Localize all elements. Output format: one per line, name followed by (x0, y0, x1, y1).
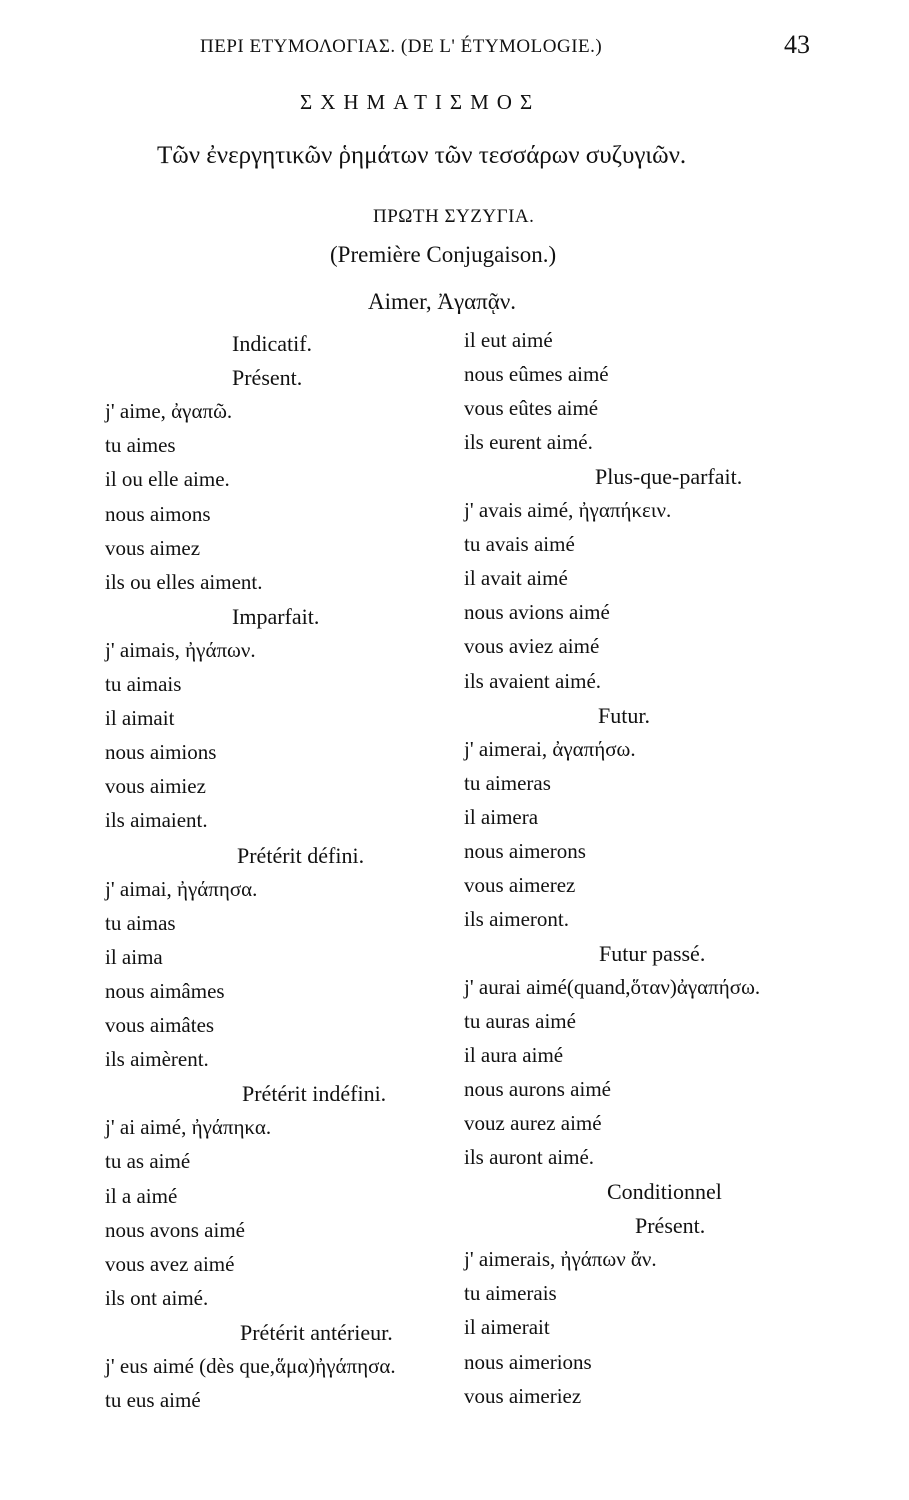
left-line: tu aimais (105, 672, 182, 696)
right-heading: Présent. (635, 1213, 706, 1239)
right-line: ils eurent aimé. (464, 430, 593, 455)
right-line: nous aurons aimé (464, 1077, 611, 1102)
right-line: tu auras aimé (464, 1009, 576, 1033)
left-line: il ou elle aime. (105, 467, 230, 492)
left-heading: Prétérit indéfini. (242, 1081, 387, 1107)
left-line: vous aimâtes (105, 1013, 215, 1037)
left-line: tu aimas (105, 910, 176, 935)
right-line: j' aimerai, ἀγαπήσω. (464, 736, 636, 761)
left-line: il aimait (105, 706, 175, 731)
page-number: 43 (784, 30, 810, 59)
left-heading: Indicatif. (232, 331, 313, 356)
section-title: ΣΧΗΜΑΤΙΣΜΟΣ (300, 90, 541, 114)
left-line: ils aimèrent. (105, 1047, 209, 1072)
right-line: j' aurai aimé(quand,ὅταν)ἀγαπήσω. (464, 974, 761, 999)
left-line: j' eus aimé (dès que,ἅμα)ἠγάπησα. (105, 1354, 396, 1378)
left-line: j' aime, ἀγαπῶ. (105, 399, 233, 424)
right-line: il aimera (464, 804, 539, 829)
right-line: tu avais aimé (464, 532, 575, 557)
left-line: j' ai aimé, ἠγάπηκα. (105, 1115, 272, 1140)
right-line: il aimerait (464, 1315, 550, 1340)
right-line: vous aimeriez (464, 1383, 582, 1408)
right-heading: Futur. (598, 702, 650, 728)
left-line: tu as aimé (105, 1149, 191, 1174)
left-heading: Prétérit antérieur. (240, 1319, 393, 1345)
right-line: nous eûmes aimé (464, 362, 609, 387)
left-heading: Imparfait. (232, 603, 320, 629)
right-line: vous aviez aimé (464, 634, 600, 659)
left-line: il aima (105, 944, 163, 969)
right-line: vous eûtes aimé (464, 396, 599, 421)
right-line: nous aimerons (464, 838, 586, 863)
left-line: tu aimes (105, 433, 176, 458)
conjugation-subtitle: (Première Conjugaison.) (330, 242, 557, 267)
left-line: nous avons aimé (105, 1217, 245, 1242)
left-line: vous aimiez (105, 774, 206, 799)
right-line: nous avions aimé (464, 600, 610, 625)
right-line: tu aimeras (464, 770, 551, 795)
left-line: j' aimai, ἠγάπησα. (105, 876, 258, 901)
right-line: ils aimeront. (464, 906, 569, 931)
right-line: ils auront aimé. (464, 1145, 595, 1170)
section-subtitle: Τῶν ἐνεργητικῶν ῥημάτων τῶν τεσσάρων συζυγιῶν. (157, 142, 687, 169)
left-line: ils aimaient. (105, 808, 208, 833)
left-line: j' aimais, ἠγάπων. (105, 637, 256, 662)
right-line: tu aimerais (464, 1281, 557, 1306)
left-heading: Présent. (232, 365, 303, 391)
running-head: ΠΕΡΙ ΕΤΥΜΟΛΟΓΙΑΣ. (DE L' ÉTYMOLOGIE.) (200, 36, 603, 57)
right-line: vouz aurez aimé (464, 1111, 602, 1136)
left-line: ils ou elles aiment. (105, 569, 263, 594)
left-line: ils ont aimé. (105, 1285, 209, 1310)
right-heading: Plus-que-parfait. (595, 464, 743, 490)
right-heading: Conditionnel (607, 1179, 722, 1205)
right-line: il aura aimé (464, 1043, 564, 1068)
verb-heading: Aimer, Ἀγαπᾷν. (368, 289, 516, 314)
left-line: nous aimons (105, 501, 211, 526)
left-line: vous aimez (105, 535, 201, 560)
right-heading: Futur passé. (599, 940, 706, 966)
right-line: nous aimerions (464, 1349, 592, 1374)
left-line: nous aimâmes (105, 978, 225, 1003)
right-line: vous aimerez (464, 872, 576, 897)
left-line: nous aimions (105, 740, 217, 765)
left-line: tu eus aimé (105, 1388, 201, 1413)
left-line: il a aimé (105, 1183, 178, 1208)
left-heading: Prétérit défini. (237, 842, 365, 868)
conjugation-title: ΠΡΩΤΗ ΣΥΖΥΓΙΑ. (373, 206, 535, 227)
right-line: ils avaient aimé. (464, 668, 602, 693)
right-line: j' aimerais, ἠγάπων ἄν. (464, 1247, 657, 1272)
left-line: vous avez aimé (105, 1251, 235, 1276)
right-line: j' avais aimé, ἠγαπήκειν. (464, 498, 672, 523)
right-line: il eut aimé (464, 328, 553, 352)
right-line: il avait aimé (464, 566, 568, 591)
